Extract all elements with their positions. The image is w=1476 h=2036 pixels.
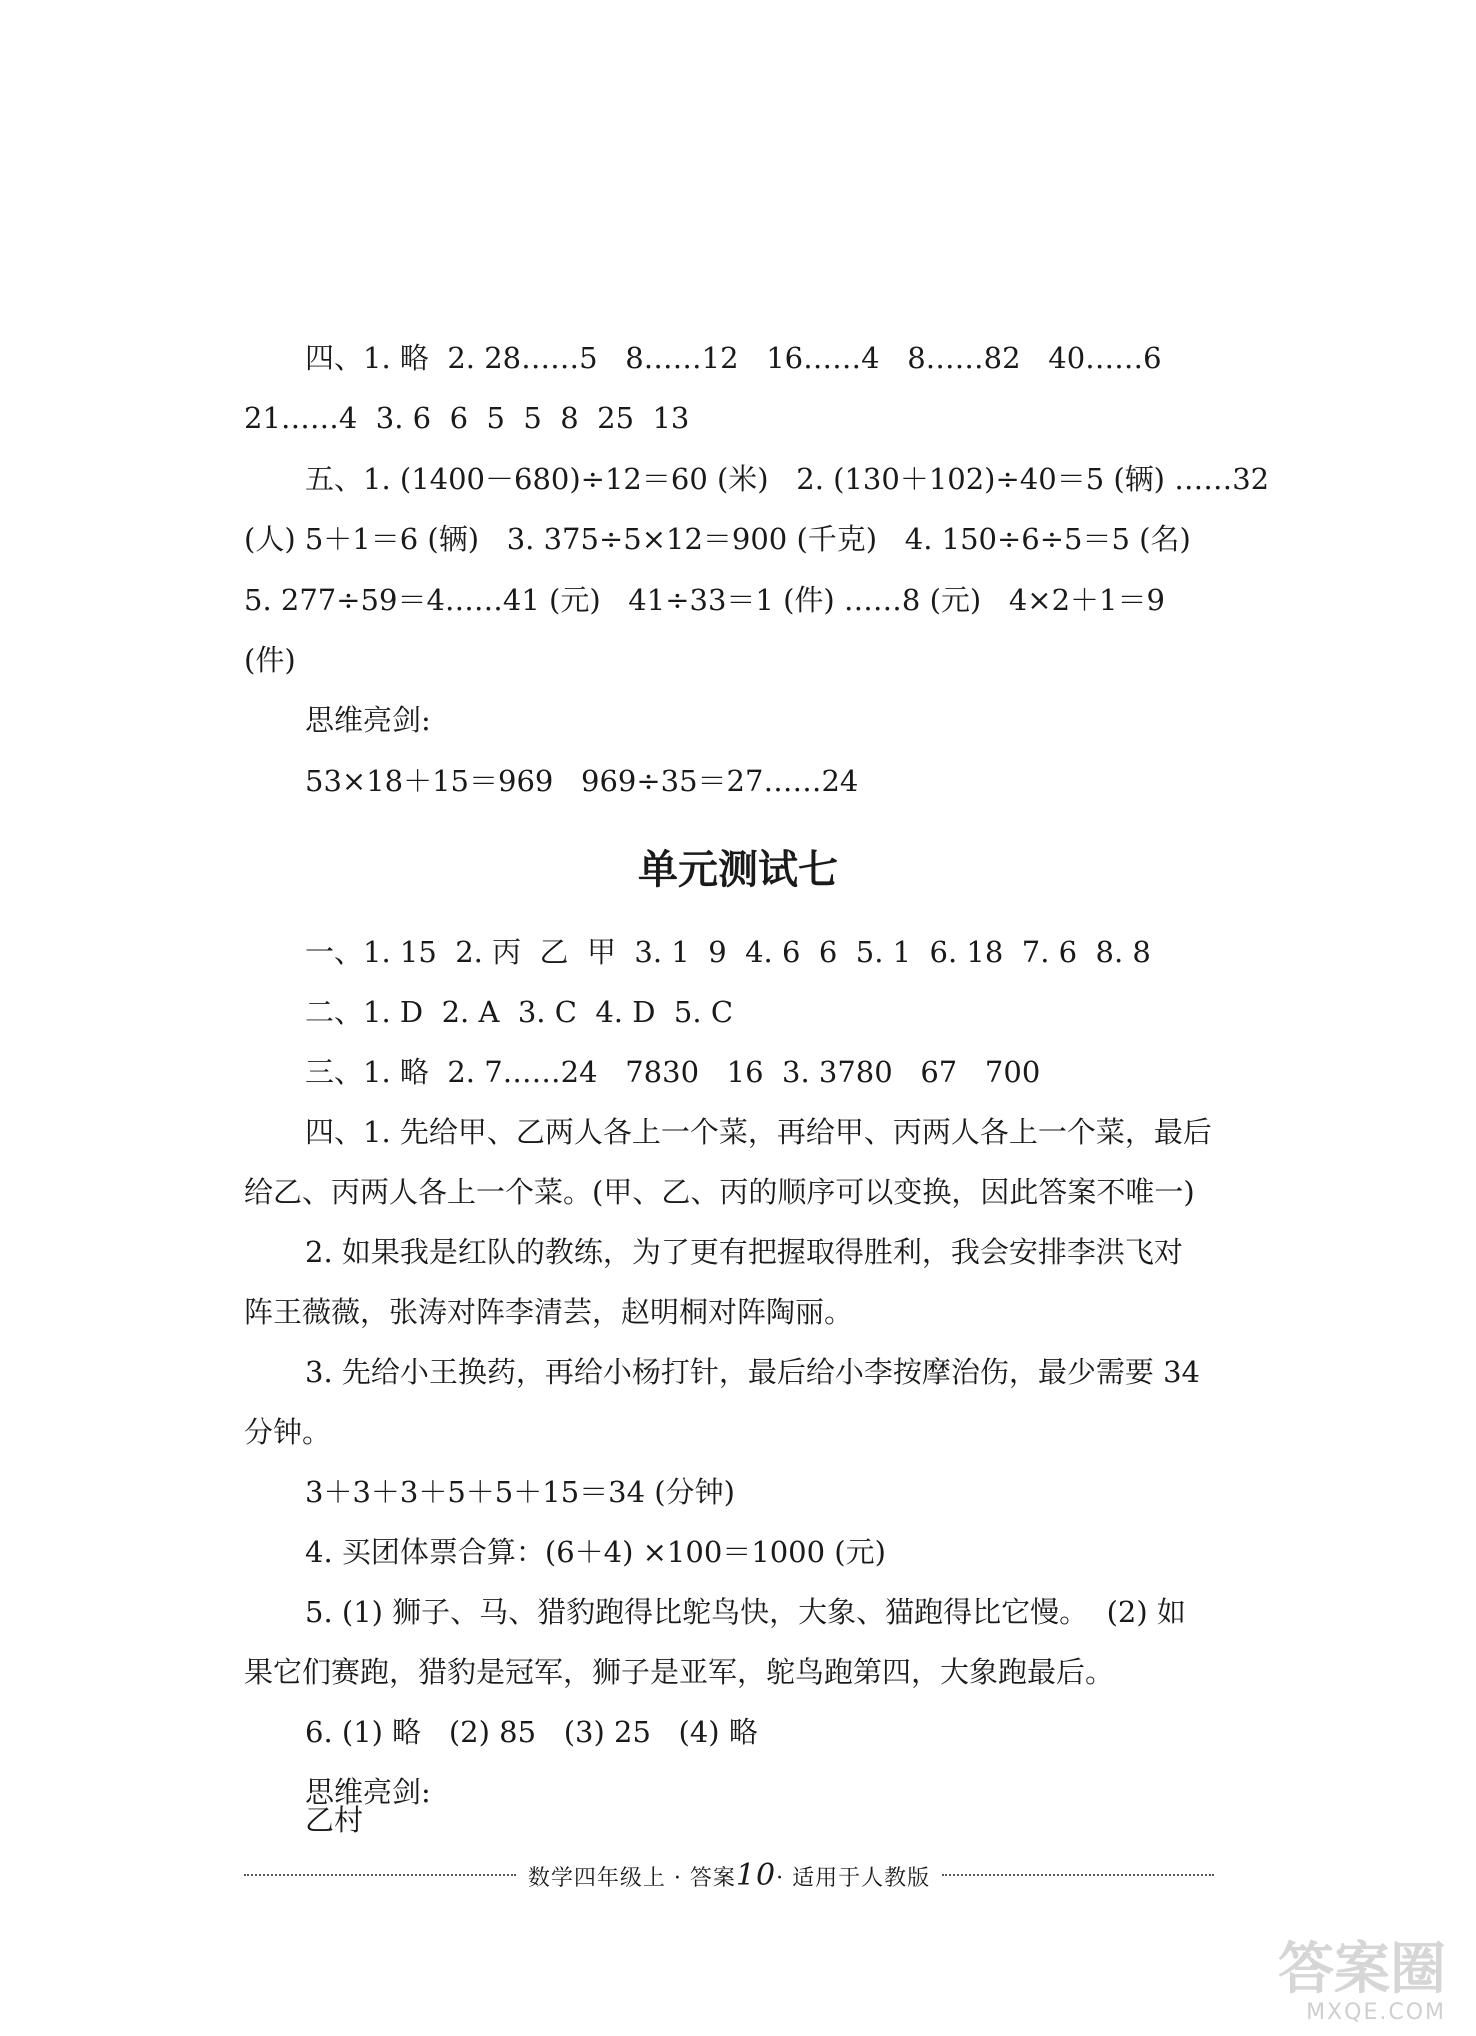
footer-right-text: · 适用于人教版: [776, 1865, 931, 1891]
answer-line: 21……4 3. 6 6 5 5 8 25 13: [244, 401, 690, 435]
answer-line: 三、1. 略 2. 7……24 7830 16 3. 3780 67 700: [305, 1055, 1041, 1089]
watermark-logo: [1226, 1937, 1446, 2030]
answer-line: 分钟。: [244, 1415, 332, 1449]
page-number: 10: [735, 1857, 777, 1893]
answer-line: 6. (1) 略 (2) 85 (3) 25 (4) 略: [305, 1715, 758, 1749]
answer-line: (件): [244, 643, 296, 677]
answer-line: 给乙、丙两人各上一个菜。(甲、乙、丙的顺序可以变换，因此答案不唯一): [244, 1175, 1195, 1209]
footer-divider: [244, 1874, 516, 1876]
answer-line: 二、1. D 2. A 3. C 4. D 5. C: [305, 995, 734, 1029]
answer-line: 53×18＋15＝969 969÷35＝27……24: [305, 764, 859, 798]
answer-line: 阵王薇薇，张涛对阵李清芸，赵明桐对阵陶丽。: [244, 1295, 854, 1329]
watermark-main: 答案圈: [1278, 1937, 1446, 2002]
answer-line: 2. 如果我是红队的教练，为了更有把握取得胜利，我会安排李洪飞对: [305, 1235, 1183, 1269]
answer-line: (人) 5＋1＝6 (辆) 3. 375÷5×12＝900 (千克) 4. 150÷6÷5＝5 (名): [244, 522, 1191, 556]
footer-divider: [942, 1874, 1214, 1876]
answer-line: 5. (1) 狮子、马、猎豹跑得比鸵鸟快，大象、猫跑得比它慢。 (2) 如: [305, 1595, 1186, 1629]
answer-line: 思维亮剑:: [305, 703, 431, 737]
answer-line: 3. 先给小王换药，再给小杨打针，最后给小李按摩治伤，最少需要 34: [305, 1355, 1201, 1389]
answer-line: 4. 买团体票合算：(6＋4) ×100＝1000 (元): [305, 1535, 886, 1569]
answer-line: 四、1. 略 2. 28……5 8……12 16……4 8……82 40……6: [305, 341, 1162, 375]
watermark-sub: MXQE.COM: [1306, 2000, 1446, 2025]
answer-line: 思维亮剑:: [305, 1775, 431, 1809]
section-title: 单元测试七: [638, 847, 838, 893]
footer-left-text: 数学四年级上 · 答案: [527, 1865, 736, 1891]
answer-line: 5. 277÷59＝4……41 (元) 41÷33＝1 (件) ……8 (元) 4×2＋1＝9: [244, 583, 1165, 617]
answer-line: 四、1. 先给甲、乙两人各上一个菜，再给甲、丙两人各上一个菜，最后: [305, 1115, 1212, 1149]
answer-line: 果它们赛跑，猎豹是冠军，狮子是亚军，鸵鸟跑第四，大象跑最后。: [244, 1655, 1115, 1689]
footer-text: [516, 1858, 942, 1893]
answer-line: 3＋3＋3＋5＋5＋15＝34 (分钟): [305, 1475, 735, 1509]
answer-line: 一、1. 15 2. 丙 乙 甲 3. 1 9 4. 6 6 5. 1 6. 18 7. 6 8. 8: [305, 935, 1151, 969]
answer-line-final: 乙村: [305, 1803, 364, 1837]
page-footer: [244, 1855, 1214, 1895]
answer-line: 五、1. (1400－680)÷12＝60 (米) 2. (130＋102)÷40＝5 (辆) ……32: [305, 462, 1270, 496]
